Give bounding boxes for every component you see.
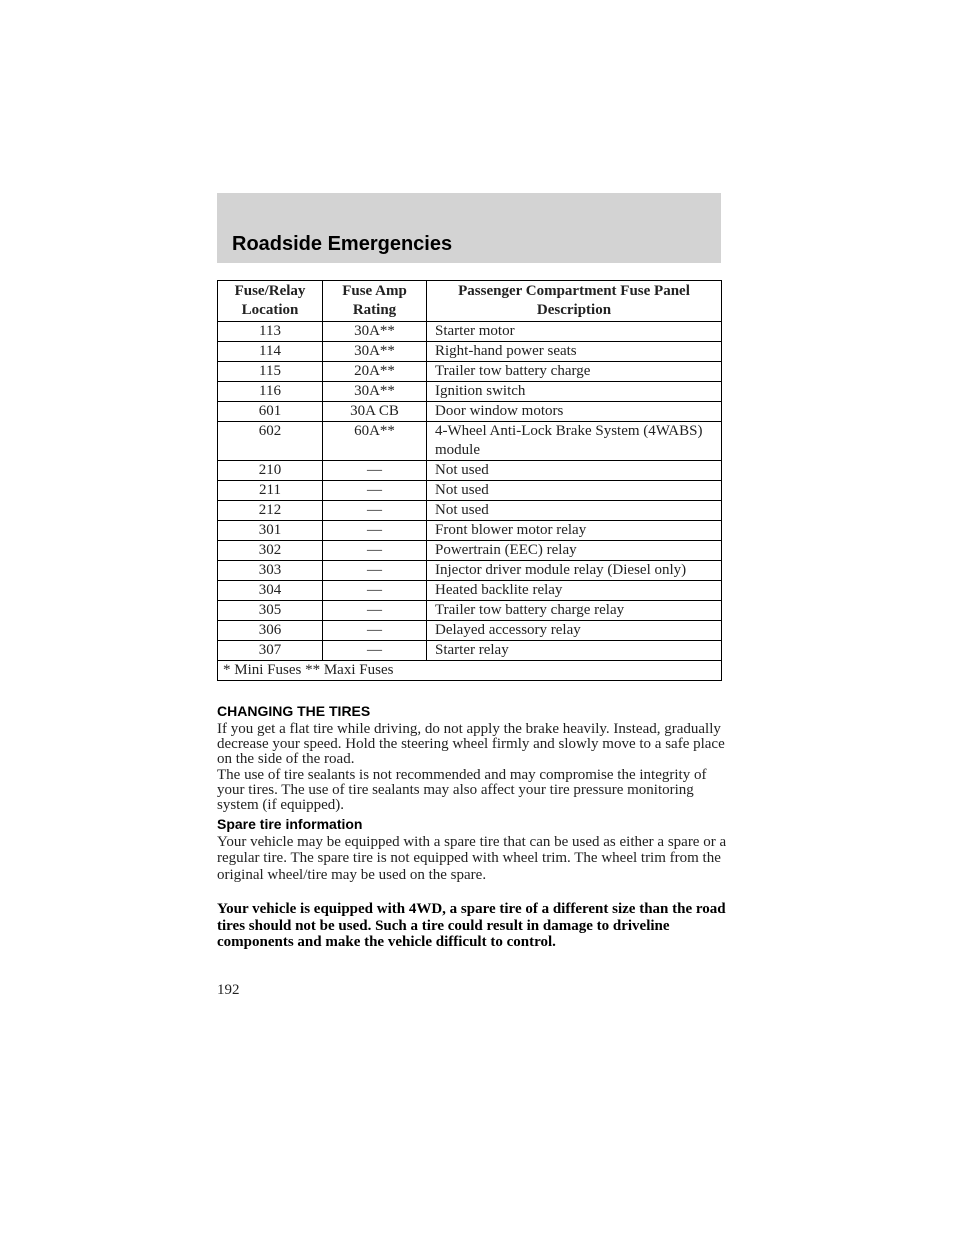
cell-rating: 30A** bbox=[323, 382, 427, 402]
table-row bbox=[218, 541, 722, 561]
table-footnote-row bbox=[218, 661, 722, 681]
spare-tire-heading: Spare tire information bbox=[217, 816, 363, 832]
cell-location: 602 bbox=[218, 422, 323, 461]
cell-rating: — bbox=[323, 541, 427, 561]
cell-description: Right-hand power seats bbox=[427, 342, 722, 362]
cell-rating: 20A** bbox=[323, 362, 427, 382]
cell-rating: — bbox=[323, 641, 427, 661]
table-row bbox=[218, 561, 722, 581]
cell-location: 301 bbox=[218, 521, 323, 541]
table-row bbox=[218, 621, 722, 641]
cell-description: Heated backlite relay bbox=[427, 581, 722, 601]
cell-location: 212 bbox=[218, 501, 323, 521]
cell-description: Front blower motor relay bbox=[427, 521, 722, 541]
cell-location: 115 bbox=[218, 362, 323, 382]
cell-description: Trailer tow battery charge bbox=[427, 362, 722, 382]
table-row bbox=[218, 581, 722, 601]
spare-tire-warning: Your vehicle is equipped with 4WD, a spare tire of a different size than the road tires should not be used. Such a tire could result in damage to driveline components and make the vehicle difficult to control. bbox=[217, 901, 726, 950]
cell-location: 116 bbox=[218, 382, 323, 402]
cell-description: Injector driver module relay (Diesel only) bbox=[427, 561, 722, 581]
header-rating: Fuse Amp Rating bbox=[323, 281, 427, 322]
cell-description: Door window motors bbox=[427, 402, 722, 422]
table-footnote: * Mini Fuses ** Maxi Fuses bbox=[218, 661, 722, 681]
table-row bbox=[218, 481, 722, 501]
cell-location: 210 bbox=[218, 461, 323, 481]
cell-description: Not used bbox=[427, 481, 722, 501]
table-header-row bbox=[218, 281, 722, 322]
changing-tires-heading: CHANGING THE TIRES bbox=[217, 703, 371, 719]
spare-tire-paragraph: Your vehicle may be equipped with a spare tire that can be used as either a spare or a regular tire. The spare tire is not equipped with wheel trim. The wheel trim from the original wheel/tire may be used on the spare. bbox=[217, 834, 727, 883]
cell-description: Delayed accessory relay bbox=[427, 621, 722, 641]
cell-rating: — bbox=[323, 481, 427, 501]
cell-location: 302 bbox=[218, 541, 323, 561]
cell-rating: — bbox=[323, 561, 427, 581]
table-row bbox=[218, 322, 722, 342]
page-number: 192 bbox=[217, 982, 240, 998]
table-row bbox=[218, 342, 722, 362]
cell-description: Powertrain (EEC) relay bbox=[427, 541, 722, 561]
cell-rating: 30A CB bbox=[323, 402, 427, 422]
table-row bbox=[218, 382, 722, 402]
cell-rating: 30A** bbox=[323, 342, 427, 362]
table-row bbox=[218, 601, 722, 621]
table-row bbox=[218, 422, 722, 461]
cell-description: Ignition switch bbox=[427, 382, 722, 402]
cell-description: Trailer tow battery charge relay bbox=[427, 601, 722, 621]
cell-rating: — bbox=[323, 581, 427, 601]
changing-tires-paragraph-1: If you get a flat tire while driving, do not apply the brake heavily. Instead, gradually decrease your speed. Hold the steering wheel firmly and slowly move to a safe place on the side of the road. bbox=[217, 721, 725, 767]
changing-tires-paragraph-2: The use of tire sealants is not recommended and may compromise the integrity of your tires. The use of tire sealants may also affect your tire pressure monitoring system (if equipped). bbox=[217, 767, 707, 813]
cell-location: 113 bbox=[218, 322, 323, 342]
cell-rating: — bbox=[323, 461, 427, 481]
fuse-table bbox=[217, 280, 722, 681]
header-location: Fuse/Relay Location bbox=[218, 281, 323, 322]
cell-rating: — bbox=[323, 621, 427, 641]
section-header-band bbox=[217, 193, 721, 263]
cell-location: 601 bbox=[218, 402, 323, 422]
cell-description: Not used bbox=[427, 461, 722, 481]
cell-description: Starter relay bbox=[427, 641, 722, 661]
cell-rating: — bbox=[323, 501, 427, 521]
cell-location: 304 bbox=[218, 581, 323, 601]
header-description: Passenger Compartment Fuse Panel Description bbox=[427, 281, 722, 322]
cell-location: 306 bbox=[218, 621, 323, 641]
table-row bbox=[218, 521, 722, 541]
cell-rating: 30A** bbox=[323, 322, 427, 342]
cell-description: Starter motor bbox=[427, 322, 722, 342]
cell-location: 114 bbox=[218, 342, 323, 362]
cell-description: 4-Wheel Anti-Lock Brake System (4WABS) module bbox=[427, 422, 722, 461]
cell-rating: — bbox=[323, 601, 427, 621]
table-row bbox=[218, 461, 722, 481]
section-title: Roadside Emergencies bbox=[232, 233, 453, 255]
cell-location: 305 bbox=[218, 601, 323, 621]
cell-location: 303 bbox=[218, 561, 323, 581]
cell-rating: 60A** bbox=[323, 422, 427, 461]
table-row bbox=[218, 641, 722, 661]
table-row bbox=[218, 402, 722, 422]
cell-description: Not used bbox=[427, 501, 722, 521]
cell-location: 211 bbox=[218, 481, 323, 501]
table-row bbox=[218, 501, 722, 521]
cell-rating: — bbox=[323, 521, 427, 541]
table-row bbox=[218, 362, 722, 382]
cell-location: 307 bbox=[218, 641, 323, 661]
